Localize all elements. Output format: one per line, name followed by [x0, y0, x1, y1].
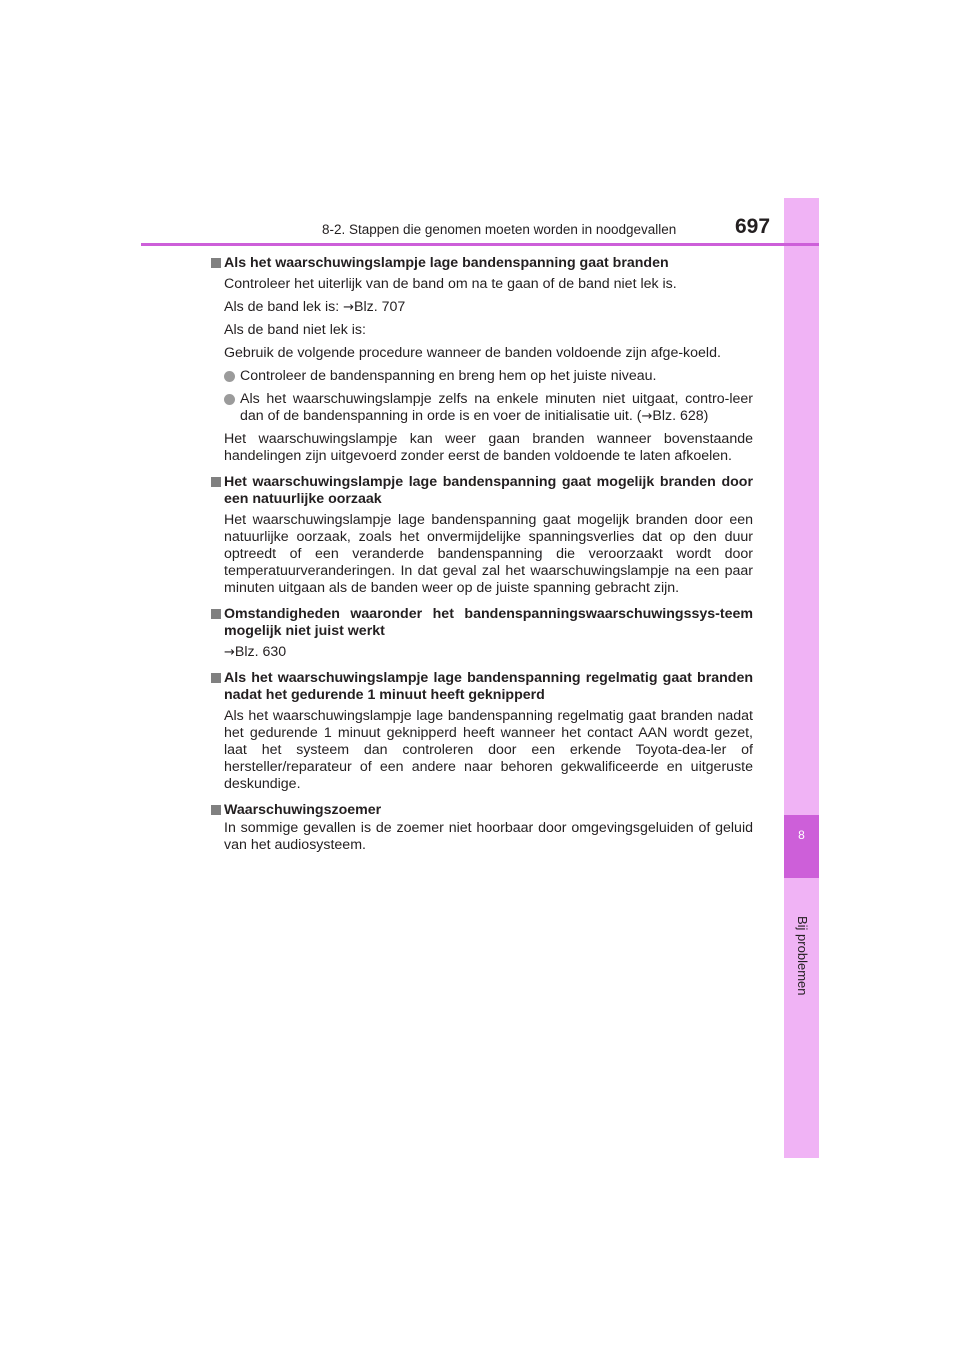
- section-natural-cause: [209, 474, 753, 597]
- list-item: Controleer de bandenspanning en breng hem op het juiste niveau.: [209, 368, 753, 385]
- paragraph: Het waarschuwingslampje lage bandenspanning gaat mogelijk branden door een natuurlijke oorzaak, zoals het onvermijdelijke spanningsverlies dat op den duur optreedt of een veranderde bandenspanning die veroorzaakt wordt door temperatuurveranderingen. In dat geval zal het waarschuwingslampje na een paar minuten uitgaan als de banden weer op de juiste spanning gebracht zijn.: [224, 512, 753, 596]
- section-tire-warning-light: [209, 255, 753, 465]
- circle-bullet-icon: [224, 371, 235, 382]
- section-title: Waarschuwingszoemer: [209, 802, 753, 819]
- page-reference-link[interactable]: Blz. 628): [652, 408, 709, 424]
- header-section-title: 8-2. Stappen die genomen moeten worden in noodgevallen: [322, 222, 677, 237]
- paragraph: Het waarschuwingslampje kan weer gaan branden wanneer bovenstaande handelingen zijn uitgevoerd zonder eerst de banden voldoende te laten afkoelen.: [224, 431, 753, 464]
- page-number: 697: [735, 215, 771, 238]
- paragraph: Controleer het uiterlijk van de band om na te gaan of de band niet lek is.: [224, 276, 677, 292]
- paragraph-flat-tire: Als de band lek is: →Blz. 707: [224, 299, 406, 315]
- section-warning-buzzer: [209, 802, 753, 854]
- paragraph: In sommige gevallen is de zoemer niet hoorbaar door omgevingsgeluiden of geluid van het audiosysteem.: [224, 820, 753, 853]
- square-bullet-icon: [211, 258, 221, 268]
- circle-bullet-icon: [224, 394, 235, 405]
- square-bullet-icon: [211, 805, 221, 815]
- section-title: Als het waarschuwingslampje lage bandenspanning regelmatig gaat branden nadat het gedurende 1 minuut heeft geknipperd: [209, 670, 753, 704]
- list-item: Als het waarschuwingslampje zelfs na enkele minuten niet uitgaat, contro-leer dan of de bandenspanning in orde is en voer de initialisatie uit. (→Blz. 628): [209, 391, 753, 425]
- square-bullet-icon: [211, 673, 221, 683]
- page-reference-link[interactable]: Blz. 707: [354, 299, 406, 315]
- paragraph-reference: [209, 644, 753, 661]
- section-system-malfunction: [209, 606, 753, 661]
- header-divider: [141, 243, 819, 246]
- chapter-label: Bij problemen: [795, 916, 810, 996]
- square-bullet-icon: [211, 477, 221, 487]
- section-title: Het waarschuwingslampje lage bandenspanning gaat mogelijk branden door een natuurlijke oorzaak: [209, 474, 753, 508]
- right-arrow-icon: →: [641, 409, 653, 424]
- paragraph: Gebruik de volgende procedure wanneer de banden voldoende zijn afge-koeld.: [224, 345, 721, 361]
- section-title: Als het waarschuwingslampje lage bandenspanning gaat branden: [209, 255, 753, 272]
- square-bullet-icon: [211, 609, 221, 619]
- paragraph: Als het waarschuwingslampje lage bandenspanning regelmatig gaat branden nadat het gedurende 1 minuut geknipperd heeft wanneer het contact AAN wordt gezet, laat het systeem dan controleren door een erkende Toyota-dea-ler of hersteller/reparateur of een andere naar behoren gekwalificeerde en uitgeruste deskundige.: [224, 708, 753, 792]
- paragraph: Als de band niet lek is:: [224, 322, 366, 338]
- page-content: [209, 255, 753, 863]
- section-blinking-light: [209, 670, 753, 793]
- chapter-tab-active[interactable]: [784, 815, 819, 878]
- right-arrow-icon: →: [343, 300, 354, 315]
- section-title: Omstandigheden waaronder het bandenspanningswaarschuwingssys-teem mogelijk niet juist werkt: [209, 606, 753, 640]
- chapter-side-tab: [784, 198, 819, 1158]
- page-reference-link[interactable]: Blz. 630: [234, 644, 287, 660]
- chapter-number: 8: [798, 828, 805, 842]
- right-arrow-icon: →: [224, 645, 235, 660]
